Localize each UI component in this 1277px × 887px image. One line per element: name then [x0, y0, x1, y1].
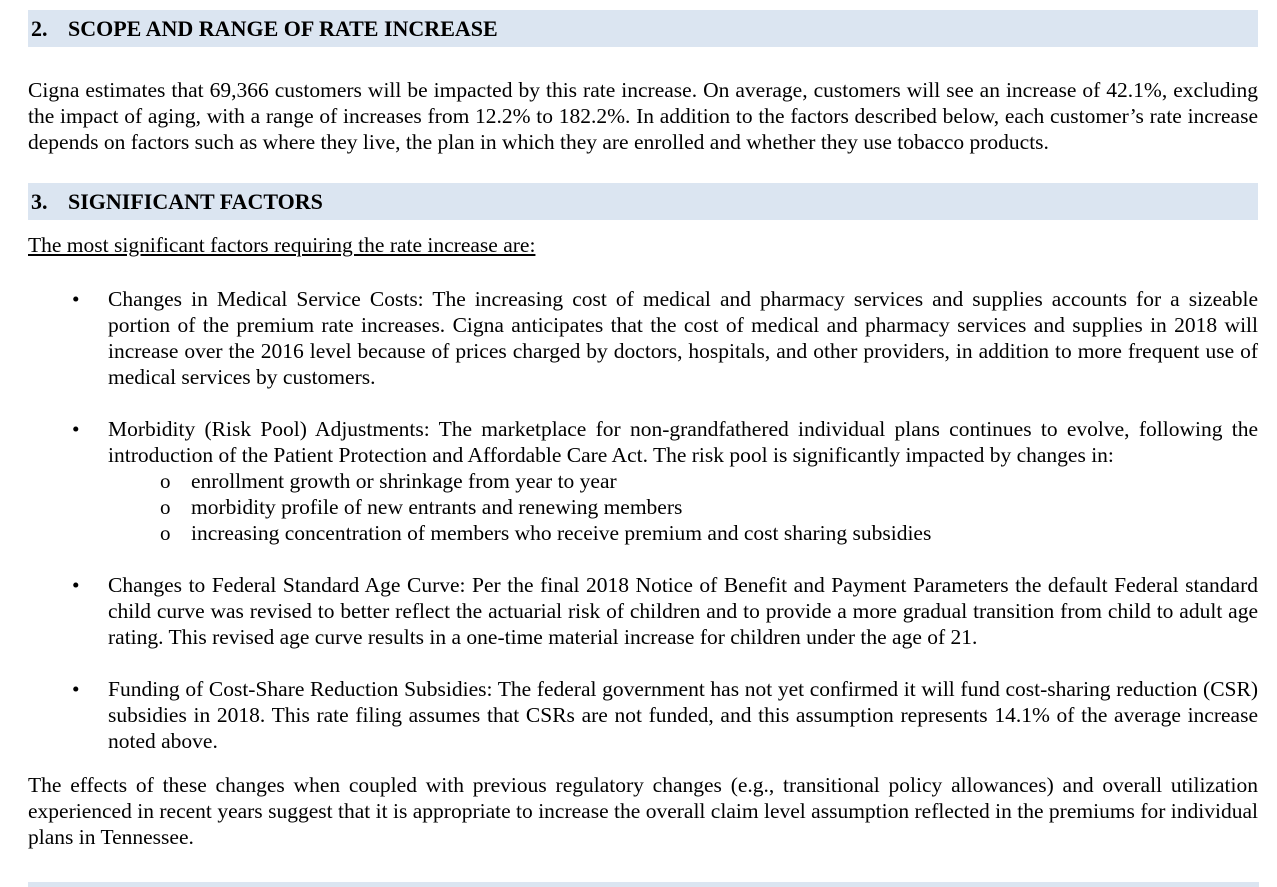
- factor-text: Funding of Cost-Share Reduction Subsidies: The federal government has not yet confirmed it will fund cost-sharing reduction (CSR) subsidies in 2018. This rate filing assumes that CSRs are not funded, and this assumption represents 14.1% of the average increase noted above.: [108, 677, 1258, 753]
- circle-bullet-icon: o: [160, 521, 171, 545]
- factor-text: Morbidity (Risk Pool) Adjustments: The marketplace for non-grandfathered individual plans continues to evolve, following the introduction of the Patient Protection and Affordable Care Act. The risk pool is significantly impacted by changes in:: [108, 417, 1258, 467]
- section-3-closing-paragraph: The effects of these changes when coupled with previous regulatory changes (e.g., transitional policy allowances) and overall utilization experienced in recent years suggest that it is appropriate to increase the overall claim level assumption reflected in the premiums for individual plans in Tennessee.: [28, 773, 1258, 849]
- sub-item-text: enrollment growth or shrinkage from year to year: [191, 469, 617, 493]
- section-3-title: SIGNIFICANT FACTORS: [68, 189, 323, 214]
- section-3-number: 3.: [31, 189, 48, 214]
- circle-bullet-icon: o: [160, 495, 171, 519]
- morbidity-sub-list: [108, 468, 1258, 546]
- section-2-header: [28, 10, 1258, 47]
- bullet-icon: •: [72, 287, 80, 311]
- section-2-title: SCOPE AND RANGE OF RATE INCREASE: [68, 16, 498, 41]
- factor-item-age-curve: [28, 572, 1258, 650]
- factor-item-morbidity: [28, 416, 1258, 546]
- bullet-icon: •: [72, 573, 80, 597]
- factor-item-medical-costs: [28, 286, 1258, 390]
- factor-item-csr-funding: [28, 676, 1258, 754]
- factor-text: Changes in Medical Service Costs: The increasing cost of medical and pharmacy services and supplies accounts for a sizeable portion of the premium rate increases. Cigna anticipates that the cost of medical and pharmacy services and supplies in 2018 will increase over the 2016 level because of prices charged by doctors, hospitals, and other providers, in addition to more frequent use of medical services by customers.: [108, 287, 1258, 389]
- factor-text: Changes to Federal Standard Age Curve: Per the final 2018 Notice of Benefit and Payment Parameters the default Federal standard child curve was revised to better reflect the actuarial risk of children and to provide a more gradual transition from child to adult age rating. This revised age curve results in a one-time material increase for children under the age of 21.: [108, 573, 1258, 649]
- next-section-band-sliver: [28, 882, 1259, 887]
- sub-item-text: increasing concentration of members who receive premium and cost sharing subsidies: [191, 521, 932, 545]
- sub-item-text: morbidity profile of new entrants and renewing members: [191, 495, 683, 519]
- section-3-header: [28, 183, 1258, 220]
- bullet-icon: •: [72, 417, 80, 441]
- sub-list-item: [108, 520, 1258, 546]
- circle-bullet-icon: o: [160, 469, 171, 493]
- factor-list: [28, 286, 1258, 754]
- sub-list-item: [108, 468, 1258, 494]
- significant-factors-intro-text: The most significant factors requiring the rate increase are:: [28, 233, 536, 257]
- section-2-number: 2.: [31, 16, 48, 41]
- section-2-paragraph: Cigna estimates that 69,366 customers will be impacted by this rate increase. On average, customers will see an increase of 42.1%, excluding the impact of aging, with a range of increases from 12.2% to 182.2%. In addition to the factors described below, each customer’s rate increase depends on factors such as where they live, the plan in which they are enrolled and whether they use tobacco products.: [28, 78, 1258, 154]
- bullet-icon: •: [72, 677, 80, 701]
- sub-list-item: [108, 494, 1258, 520]
- significant-factors-intro: [28, 232, 1258, 258]
